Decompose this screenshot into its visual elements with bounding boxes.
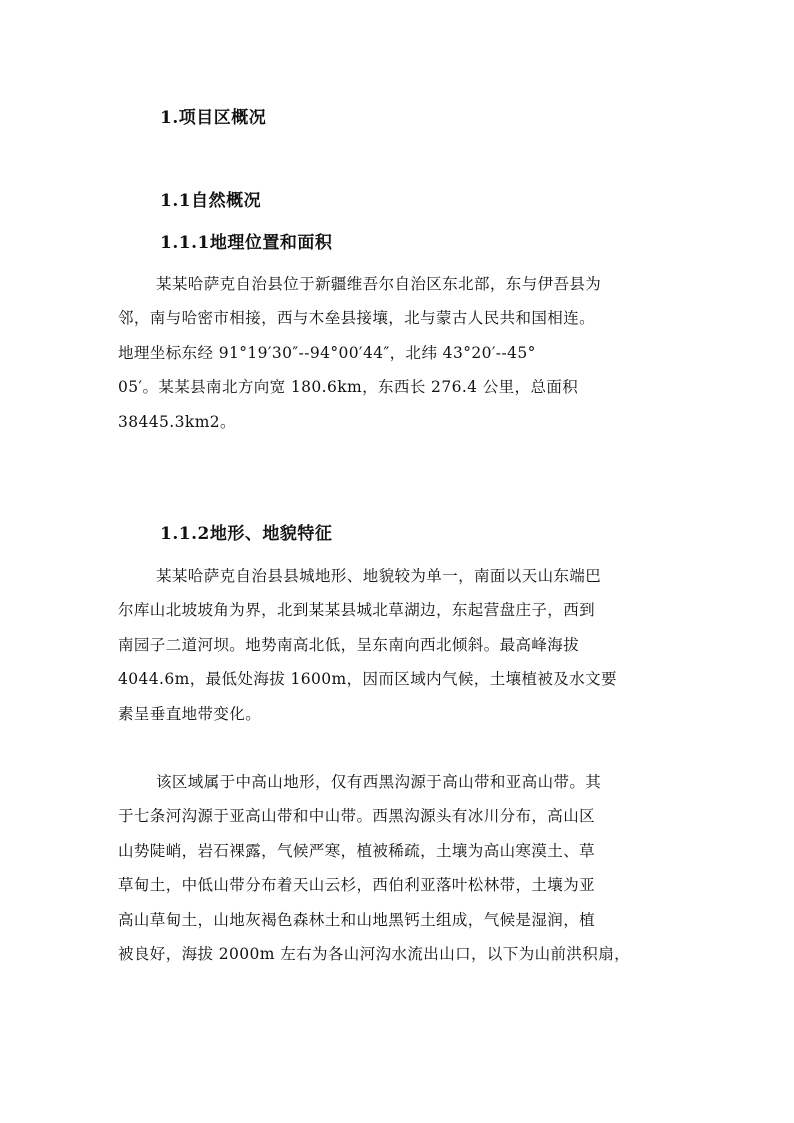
paragraph-mountains	[118, 765, 676, 971]
paragraph-line: 尔库山北坡坡角为界，北到某某县城北草湖边，东起营盘庄子，西到	[118, 601, 596, 620]
paragraph-line: 南园子二道河坝。地势南高北低，呈东南向西北倾斜。最高峰海拔	[118, 635, 580, 654]
paragraph-line: 草甸土，中低山带分布着天山云杉，西伯利亚落叶松林带，土壤为亚	[118, 876, 596, 895]
paragraph-line: 该区域属于中高山地形，仅有西黑沟源于高山带和亚高山带。其	[156, 773, 602, 791]
paragraph-line: 邻，南与哈密市相接，西与木垒县接壤，北与蒙古人民共和国相连。	[118, 309, 596, 328]
paragraph-terrain	[118, 559, 676, 731]
paragraph-line: 38445.3km2。	[118, 412, 236, 431]
paragraph-line: 某某哈萨克自治县县城地形、地貌较为单一，南面以天山东端巴	[156, 567, 602, 585]
heading-1-1-1: 1.1.1地理位置和面积	[160, 233, 333, 253]
paragraph-line: 于七条河沟源于亚高山带和中山带。西黑沟源头有冰川分布，高山区	[118, 807, 596, 826]
heading-1-1-2: 1.1.2地形、地貌特征	[160, 524, 333, 544]
paragraph-location	[118, 267, 676, 439]
paragraph-line: 地理坐标东经 91°19′30″--94°00′44″，北纬 43°20′--45°	[118, 343, 536, 362]
heading-1-1: 1.1自然概况	[160, 191, 262, 211]
paragraph-line: 05′。某某县南北方向宽 180.6km，东西长 276.4 公里，总面积	[118, 378, 579, 397]
heading-1: 1.项目区概况	[160, 108, 267, 128]
paragraph-line: 山势陡峭，岩石裸露，气候严寒，植被稀疏，土壤为高山寒漠土、草	[118, 841, 596, 860]
paragraph-line: 4044.6m，最低处海拔 1600m，因而区域内气候，土壤植被及水文要	[118, 670, 617, 689]
paragraph-line: 被良好，海拔 2000m 左右为各山河沟水流出山口，以下为山前洪积扇，	[118, 944, 630, 963]
paragraph-line: 素呈垂直地带变化。	[118, 704, 262, 723]
paragraph-line: 某某哈萨克自治县位于新疆维吾尔自治区东北部，东与伊吾县为	[156, 275, 602, 293]
paragraph-line: 高山草甸土，山地灰褐色森林土和山地黑钙土组成，气候是湿润，植	[118, 910, 596, 929]
